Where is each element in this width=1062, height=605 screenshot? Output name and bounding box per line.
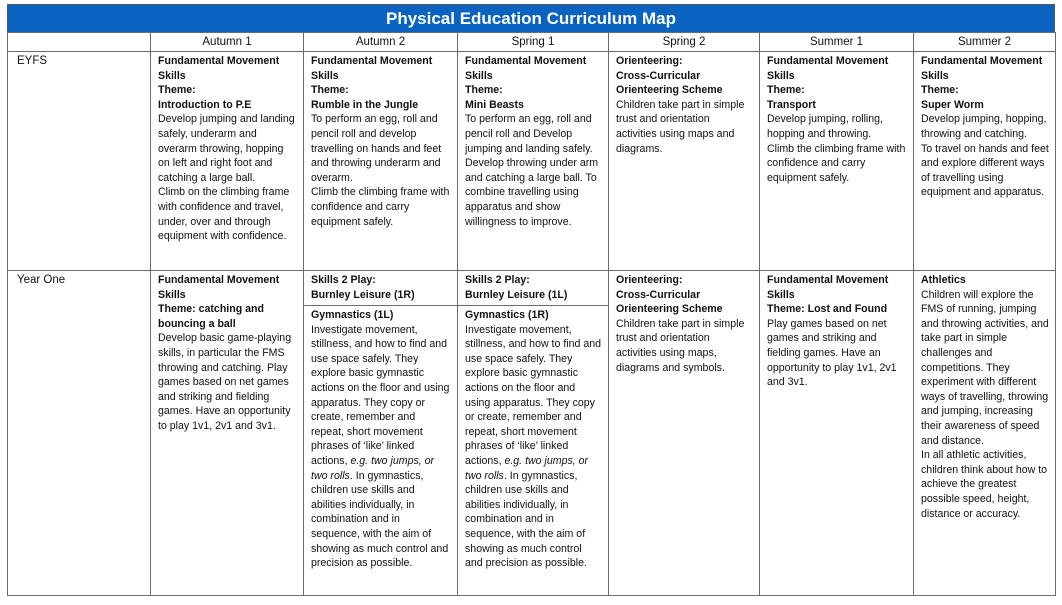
cell-body: Climb the climbing frame with confidence and carry equipment safely. bbox=[311, 186, 450, 228]
cell-heading: Fundamental Movement Skills bbox=[767, 55, 889, 82]
cell-body: Climb the climbing frame with confidence and carry equipment safely. bbox=[767, 142, 906, 184]
header-autumn-2: Autumn 2 bbox=[304, 33, 458, 52]
cell-body: To perform an egg, roll and pencil roll and develop travelling on hands and feet and throwing underarm and overarm. bbox=[311, 113, 442, 184]
cell-heading: Skills 2 Play: bbox=[311, 274, 376, 286]
cell-heading: Skills 2 Play: bbox=[465, 274, 530, 286]
cell-subheading: Burnley Leisure (1L) bbox=[465, 288, 568, 301]
cell-theme: Theme: Lost and Found bbox=[767, 303, 888, 316]
eyfs-autumn-1-cell bbox=[151, 52, 304, 271]
cell-body: Play games based on net games and striking and fielding games. Have an opportunity to play 1v1, 2v1 and 3v1. bbox=[767, 317, 897, 389]
header-row bbox=[8, 33, 1056, 52]
cell-theme-label: Theme: bbox=[465, 84, 503, 97]
eyfs-autumn-2-cell bbox=[304, 52, 458, 271]
cell-bottom-section bbox=[304, 306, 457, 571]
cell-theme-name: Super Worm bbox=[921, 98, 984, 111]
cell-heading: Athletics bbox=[921, 274, 966, 286]
eyfs-summer-1-cell bbox=[760, 52, 914, 271]
cell-theme-label: Theme: bbox=[158, 84, 196, 97]
eyfs-spring-2-cell bbox=[609, 52, 760, 271]
cell-theme-name: Introduction to P.E bbox=[158, 98, 252, 111]
cell-top-section bbox=[458, 271, 608, 306]
page-title: Physical Education Curriculum Map bbox=[7, 4, 1055, 32]
body-text: Investigate movement, stillness, and how to find and use space safely. They explore basic gymnastic actions on the floor and using apparatus. They copy or create, remember and repeat, short movement phrases of ‘like’ linked actions, bbox=[465, 323, 602, 467]
year-one-row bbox=[8, 271, 1056, 596]
year1-spring-1-cell bbox=[458, 271, 609, 596]
curriculum-table bbox=[7, 32, 1056, 596]
cell-top-section bbox=[304, 271, 457, 306]
cell-heading: Gymnastics (1L) bbox=[311, 309, 394, 321]
cell-body: Children take part in simple trust and orientation activities using maps and diagrams. bbox=[616, 98, 745, 155]
cell-theme-label: Theme: bbox=[767, 84, 805, 97]
body-text: . In gymnastics, children use skills and abilities individually, in combination and in sequence, with the aim of showing as much control and precision as possible. bbox=[465, 469, 587, 570]
cell-heading: Fundamental Movement Skills bbox=[767, 274, 889, 301]
cell-theme-name: Rumble in the Jungle bbox=[311, 98, 419, 111]
year1-autumn-1-cell bbox=[151, 271, 304, 596]
cell-body: Children take part in simple trust and orientation activities using maps, diagrams and symbols. bbox=[616, 317, 745, 374]
cell-body: To travel on hands and feet and explore different ways of travelling using equipment and apparatus. bbox=[921, 142, 1049, 199]
year1-summer-2-cell bbox=[914, 271, 1056, 596]
year1-summer-1-cell bbox=[760, 271, 914, 596]
cell-theme-name: Mini Beasts bbox=[465, 98, 524, 111]
cell-heading: Fundamental Movement Skills bbox=[311, 55, 433, 82]
cell-subheading: Cross-Curricular Orienteering Scheme bbox=[616, 69, 723, 97]
cell-theme: Theme: catching and bouncing a ball bbox=[158, 303, 264, 330]
eyfs-spring-1-cell bbox=[458, 52, 609, 271]
cell-heading: Fundamental Movement Skills bbox=[158, 274, 280, 301]
cell-heading: Orienteering: bbox=[616, 55, 683, 67]
curriculum-map bbox=[7, 4, 1055, 596]
year1-spring-2-cell bbox=[609, 271, 760, 596]
cell-theme-label: Theme: bbox=[311, 84, 349, 97]
cell-body: Develop jumping, rolling, hopping and throwing. bbox=[767, 113, 884, 140]
cell-body bbox=[465, 323, 602, 571]
cell-body: Children will explore the FMS of running, jumping and throwing activities, and take part in simple challenges and competitions. They experiment with different ways of travelling, throwing and jumping, increasing their awareness of speed and distance. bbox=[921, 288, 1049, 447]
cell-theme-label: Theme: bbox=[921, 84, 959, 97]
cell-body: In all athletic activities, children think about how to achieve the greatest possible speed, height, distance or accuracy. bbox=[921, 449, 1048, 520]
row-label-eyfs: EYFS bbox=[8, 52, 151, 271]
cell-body bbox=[311, 323, 451, 571]
header-spring-2: Spring 2 bbox=[609, 33, 760, 52]
header-summer-2: Summer 2 bbox=[914, 33, 1056, 52]
cell-body: Climb on the climbing frame with confidence and travel, under, over and through equipment with confidence. bbox=[158, 186, 290, 243]
cell-heading: Gymnastics (1R) bbox=[465, 309, 549, 321]
header-autumn-1: Autumn 1 bbox=[151, 33, 304, 52]
body-example: e.g. two jumps, or two rolls bbox=[311, 454, 435, 482]
cell-body: Develop basic game-playing skills, in particular the FMS throwing and catching. Play games based on net games and striking and fielding games. Have an opportunity to play 1v1, 2v1 and 3v1. bbox=[158, 332, 292, 432]
row-label-year-one: Year One bbox=[8, 271, 151, 596]
cell-bottom-section bbox=[458, 306, 608, 571]
eyfs-row bbox=[8, 52, 1056, 271]
cell-heading: Fundamental Movement Skills bbox=[465, 55, 587, 82]
header-summer-1: Summer 1 bbox=[760, 33, 914, 52]
cell-heading: Fundamental Movement Skills bbox=[158, 55, 280, 82]
cell-subheading: Burnley Leisure (1R) bbox=[311, 288, 415, 301]
header-corner bbox=[8, 33, 151, 52]
body-text: . In gymnastics, children use skills and abilities individually, in combination and in sequence, with the aim of showing as much control and precision as possible. bbox=[311, 469, 449, 570]
header-spring-1: Spring 1 bbox=[458, 33, 609, 52]
cell-body: To perform an egg, roll and pencil roll and Develop jumping and landing safely. Develop throwing under arm and catching a large ball. To combine travelling using apparatus and show willingness to improve. bbox=[465, 113, 599, 228]
cell-body: Develop jumping, hopping, throwing and catching. bbox=[921, 113, 1047, 140]
eyfs-summer-2-cell bbox=[914, 52, 1056, 271]
year1-autumn-2-cell bbox=[304, 271, 458, 596]
cell-theme-name: Transport bbox=[767, 98, 816, 111]
cell-heading: Fundamental Movement Skills bbox=[921, 55, 1043, 82]
body-text: Investigate movement, stillness, and how to find and use space safely. They explore basic gymnastic actions on the floor and using apparatus. They copy or create, remember and repeat, short movement phrases of ‘like’ linked actions, bbox=[311, 323, 450, 467]
cell-heading: Orienteering: bbox=[616, 274, 683, 286]
cell-subheading: Cross-Curricular Orienteering Scheme bbox=[616, 288, 723, 316]
cell-body: Develop jumping and landing safely, underarm and overarm throwing, hopping on left and right foot and catching a large ball. bbox=[158, 113, 295, 184]
body-example: e.g. two jumps, or two rolls bbox=[465, 454, 589, 482]
